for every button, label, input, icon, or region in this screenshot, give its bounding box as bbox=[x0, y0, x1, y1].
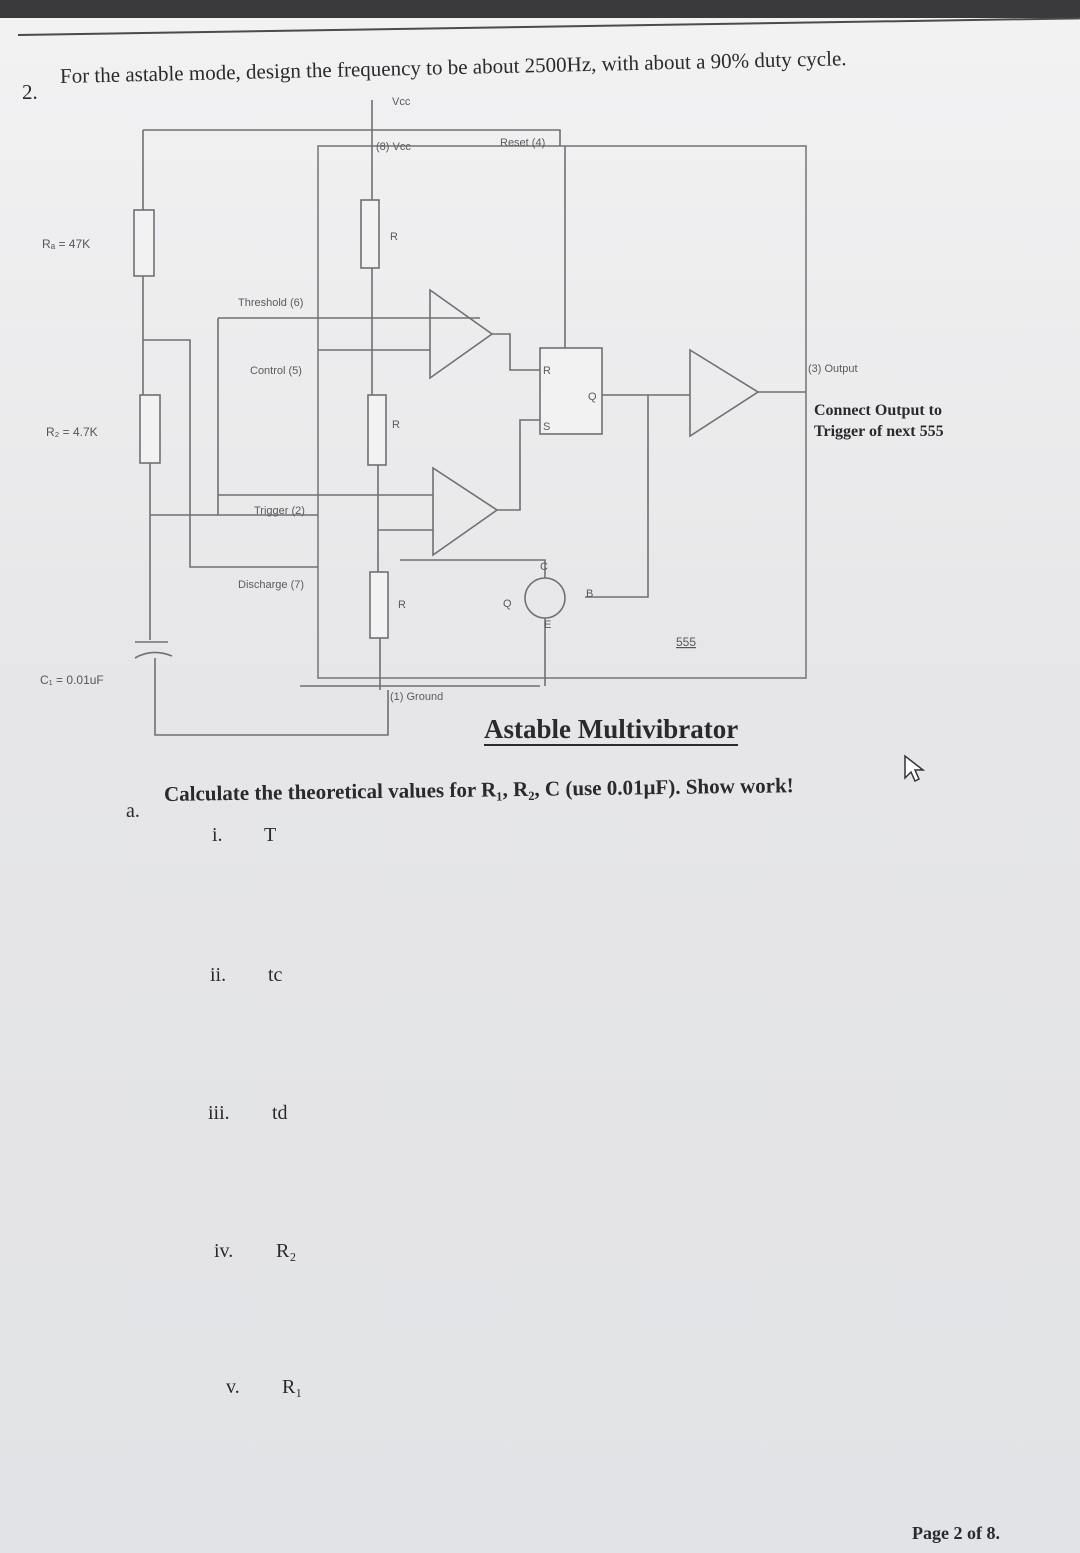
wire-threshold bbox=[218, 318, 318, 515]
wire-ground bbox=[155, 658, 388, 735]
ground-pin-label: (1) Ground bbox=[390, 691, 444, 703]
circuit-diagram bbox=[0, 0, 1080, 760]
threshold-pin-label: Threshold (6) bbox=[238, 297, 304, 309]
resistor-bot bbox=[370, 572, 388, 638]
mouse-cursor-icon bbox=[902, 754, 926, 784]
question-number: 2. bbox=[22, 80, 38, 104]
vcc-top-label: Vcc bbox=[392, 96, 411, 108]
question-text: For the astable mode, design the frequency to be about 2500Hz, with about a 90% duty cycle. bbox=[59, 46, 847, 88]
transistor-b-label: B bbox=[586, 588, 594, 600]
part-a-text: Calculate the theoretical values for R₁, R₂, C (use 0.01μF). Show work! bbox=[163, 773, 794, 806]
item-3-label: td bbox=[272, 1102, 288, 1124]
item-2-label: tc bbox=[268, 964, 283, 986]
ra-label: Rₐ = 47K bbox=[42, 237, 91, 251]
item-1-label: T bbox=[264, 824, 277, 846]
vcc-pin-label: (8) Vcc bbox=[376, 141, 411, 153]
flipflop-s-label: S bbox=[543, 421, 551, 433]
page-footer: Page 2 of 8. bbox=[912, 1523, 1000, 1543]
diagram-title: Astable Multivibrator bbox=[484, 714, 739, 744]
cap-plate-bottom bbox=[135, 652, 172, 658]
chip-label: 555 bbox=[676, 635, 697, 649]
item-3-number: iii. bbox=[208, 1102, 230, 1124]
item-5-label: R₁ bbox=[282, 1376, 303, 1398]
output-connection-note: Connect Output to Trigger of next 555 bbox=[814, 402, 944, 440]
transistor-c-label: C bbox=[540, 561, 548, 573]
cap-label: C₁ = 0.01uF bbox=[40, 673, 104, 687]
resistor-top-label: R bbox=[390, 231, 398, 243]
output-pin-label: (3) Output bbox=[808, 363, 858, 375]
item-4-number: iv. bbox=[214, 1240, 234, 1262]
transistor bbox=[525, 578, 565, 618]
discharge-pin-label: Discharge (7) bbox=[238, 579, 305, 591]
transistor-q-label: Q bbox=[503, 598, 512, 610]
item-1-number: i. bbox=[212, 824, 223, 846]
comparator-upper bbox=[430, 290, 492, 378]
comparator-lower bbox=[433, 468, 497, 555]
resistor-ra bbox=[134, 210, 154, 276]
flipflop-r-label: R bbox=[543, 365, 551, 377]
resistor-mid-label: R bbox=[392, 419, 400, 431]
trigger-pin-label: Trigger (2) bbox=[254, 505, 305, 517]
flipflop-q-label: Q bbox=[588, 391, 597, 403]
resistor-top bbox=[361, 200, 379, 268]
resistor-rb bbox=[140, 395, 160, 463]
output-buffer bbox=[690, 350, 758, 436]
transistor-e-label: E bbox=[544, 619, 552, 631]
rb-label: R₂ = 4.7K bbox=[46, 425, 98, 439]
item-5-number: v. bbox=[226, 1376, 240, 1398]
item-2-number: ii. bbox=[210, 964, 227, 986]
control-pin-label: Control (5) bbox=[250, 365, 302, 377]
reset-pin-label: Reset (4) bbox=[500, 137, 546, 149]
resistor-bot-label: R bbox=[398, 599, 406, 611]
resistor-mid bbox=[368, 395, 386, 465]
item-4-label: R₂ bbox=[276, 1240, 297, 1262]
part-a-letter: a. bbox=[126, 800, 140, 822]
wire-vcc-rail bbox=[143, 130, 560, 146]
